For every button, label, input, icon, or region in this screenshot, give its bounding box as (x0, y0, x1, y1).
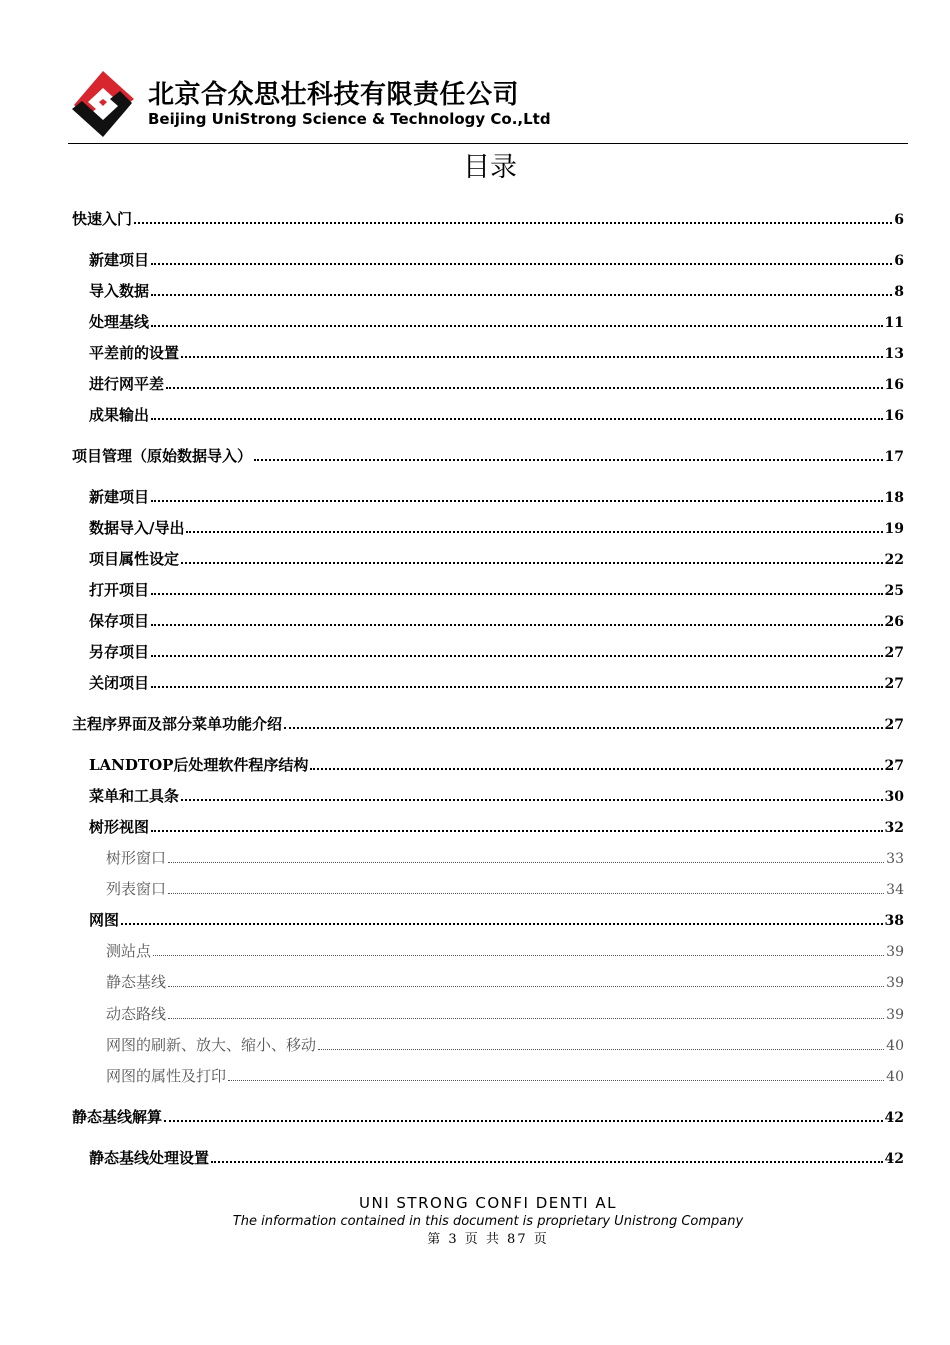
toc-entry-text: 平差前的设置 (89, 344, 180, 362)
toc-page-number: 38 (884, 913, 904, 929)
toc-page-number: 16 (884, 377, 904, 393)
toc-entry[interactable] (106, 971, 904, 993)
toc-page-number: 32 (884, 820, 904, 836)
toc-entry-text: 菜单和工具条 (89, 787, 180, 805)
toc-entry[interactable] (89, 610, 904, 632)
toc-entry-text: 关闭项目 (89, 674, 150, 692)
toc-leader-dots (151, 294, 892, 296)
toc-entry[interactable] (89, 404, 904, 426)
toc-page-number: 17 (884, 449, 904, 465)
toc-page-number: 27 (884, 645, 904, 661)
toc-entry-text: 主程序界面及部分菜单功能介绍 (72, 715, 283, 733)
toc-entry[interactable] (89, 754, 904, 776)
toc-leader-dots (151, 624, 883, 626)
toc-entry-text: LANDTOP后处理软件程序结构 (89, 756, 309, 774)
toc-page-number: 18 (884, 490, 904, 506)
toc-entry-text: 处理基线 (89, 313, 150, 331)
toc-entry[interactable] (106, 1003, 904, 1025)
toc-entry-text: 网图 (89, 911, 120, 929)
toc-page-number: 39 (886, 975, 904, 991)
toc-entry-text: 进行网平差 (89, 375, 165, 393)
toc-leader-dots (168, 862, 884, 863)
toc-leader-dots (186, 531, 882, 533)
toc-leader-dots (181, 562, 883, 564)
toc-page-number: 33 (886, 851, 904, 867)
toc-entry[interactable] (89, 486, 904, 508)
toc-entry-text: 新建项目 (89, 488, 150, 506)
toc-entry[interactable] (89, 517, 904, 539)
toc-entry-text: 项目属性设定 (89, 550, 180, 568)
toc-leader-dots (151, 686, 883, 688)
toc-leader-dots (164, 1120, 883, 1122)
toc-entry[interactable] (106, 847, 904, 869)
toc-entry[interactable] (89, 579, 904, 601)
toc-entry-text: 快速入门 (72, 210, 133, 228)
toc-page-number: 34 (886, 882, 904, 898)
toc-page-number: 6 (894, 253, 904, 269)
toc-leader-dots (151, 830, 883, 832)
company-name-en: Beijing UniStrong Science & Technology Co.,Ltd (148, 110, 551, 128)
toc-entry-text: 新建项目 (89, 251, 150, 269)
toc-leader-dots (228, 1080, 884, 1081)
toc-leader-dots (134, 222, 892, 224)
toc-page-number: 30 (884, 789, 904, 805)
toc-entry-text: 树形窗口 (106, 849, 167, 867)
toc-entry-text: 另存项目 (89, 643, 150, 661)
toc-entry-text: 树形视图 (89, 818, 150, 836)
toc-leader-dots (168, 986, 884, 987)
toc-entry-text: 动态路线 (106, 1005, 167, 1023)
toc-page-number: 42 (884, 1110, 904, 1126)
toc-page-number: 19 (884, 521, 904, 537)
toc-entry-text: 导入数据 (89, 282, 150, 300)
toc-entry[interactable] (89, 280, 904, 302)
toc-entry-text: 静态基线处理设置 (89, 1149, 210, 1167)
toc-page-number: 40 (886, 1038, 904, 1054)
toc-entry[interactable] (72, 713, 904, 735)
toc-leader-dots (151, 418, 883, 420)
toc-entry[interactable] (72, 1106, 904, 1128)
toc-entry-text: 静态基线 (106, 973, 167, 991)
toc-leader-dots (121, 923, 883, 925)
toc-page-number: 6 (894, 212, 904, 228)
toc-page-number: 16 (884, 408, 904, 424)
footer-proprietary-notice: The information contained in this document is proprietary Unistrong Company (232, 1214, 744, 1229)
toc-entry[interactable] (89, 311, 904, 333)
toc-page-number: 25 (884, 583, 904, 599)
toc-page-number: 42 (884, 1151, 904, 1167)
toc-entry-text: 列表窗口 (106, 880, 167, 898)
toc-entry-text: 测站点 (106, 942, 152, 960)
toc-leader-dots (151, 263, 892, 265)
toc-entry[interactable] (89, 249, 904, 271)
toc-entry[interactable] (106, 940, 904, 962)
toc-leader-dots (151, 500, 883, 502)
toc-page-number: 13 (884, 346, 904, 362)
toc-page-number: 39 (886, 944, 904, 960)
toc-leader-dots (181, 799, 883, 801)
toc-entry[interactable] (89, 1147, 904, 1169)
toc-page-number: 11 (884, 315, 904, 331)
toc-page-number: 27 (884, 758, 904, 774)
toc-leader-dots (168, 893, 884, 894)
toc-entry[interactable] (89, 342, 904, 364)
toc-page-number: 26 (884, 614, 904, 630)
toc-leader-dots (254, 459, 883, 461)
toc-entry-text: 项目管理（原始数据导入） (72, 447, 253, 465)
toc-leader-dots (211, 1161, 883, 1163)
toc-entry[interactable] (89, 672, 904, 694)
toc-leader-dots (310, 768, 882, 770)
toc-page-number: 39 (886, 1007, 904, 1023)
toc-entry[interactable] (89, 548, 904, 570)
toc-entry[interactable] (72, 208, 904, 230)
toc-entry-text: 保存项目 (89, 612, 150, 630)
toc-entry[interactable] (89, 785, 904, 807)
toc-entry[interactable] (89, 641, 904, 663)
page-title: 目录 (463, 152, 517, 183)
toc-entry[interactable] (106, 878, 904, 900)
toc-entry[interactable] (89, 909, 904, 931)
toc-leader-dots (284, 727, 883, 729)
toc-leader-dots (153, 955, 884, 956)
toc-entry[interactable] (106, 1034, 904, 1056)
toc-page-number: 27 (884, 676, 904, 692)
toc-entry-text: 网图的属性及打印 (106, 1067, 227, 1085)
toc-entry-text: 打开项目 (89, 581, 150, 599)
toc-entry-text: 数据导入/导出 (89, 519, 185, 537)
toc-entry-text: 静态基线解算 (72, 1108, 163, 1126)
footer-page-indicator: 第 3 页 共 87 页 (427, 1232, 549, 1247)
toc-leader-dots (151, 325, 883, 327)
toc-page-number: 8 (894, 284, 904, 300)
footer-confidential: UNI STRONG CONFI DENTI AL (359, 1194, 617, 1212)
toc-leader-dots (166, 387, 883, 389)
toc-entry[interactable] (89, 816, 904, 838)
toc-entry[interactable] (72, 445, 904, 467)
toc-page-number: 27 (884, 717, 904, 733)
toc-leader-dots (181, 356, 883, 358)
company-name-cn: 北京合众思壮科技有限责任公司 (148, 80, 520, 110)
toc-page-number: 22 (884, 552, 904, 568)
toc-page-number: 40 (886, 1069, 904, 1085)
toc-leader-dots (151, 593, 883, 595)
toc-entry[interactable] (89, 373, 904, 395)
toc-entry[interactable] (106, 1065, 904, 1087)
toc-leader-dots (151, 655, 883, 657)
toc-entry-text: 成果输出 (89, 406, 150, 424)
toc-leader-dots (318, 1049, 884, 1050)
toc-entry-text: 网图的刷新、放大、缩小、移动 (106, 1036, 317, 1054)
toc-leader-dots (168, 1018, 884, 1019)
